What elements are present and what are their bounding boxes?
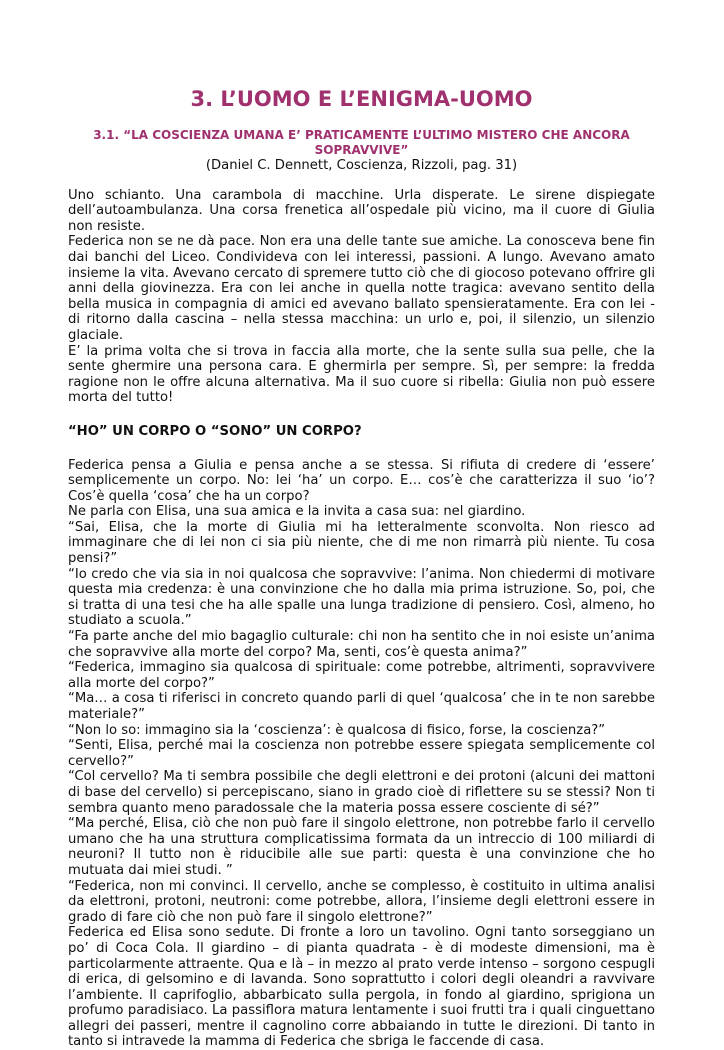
paragraph: Federica ed Elisa sono sedute. Di fronte a loro un tavolino. Ogni tanto sorseggiano un po’ di Coca Cola. Il giardino – di pianta quadrata - è di modeste dimensioni, ma è particolarmente attraente. Qua e là – in mezzo al prato verde intenso – sorgono cespugli di erica, di gelsomino e di lavanda. Sono soprattutto i colori degli oleandri a ravvivare l’ambiente. Il caprifoglio, abbarbicato sulla pergola, in fondo al giardino, sprigiona un profumo paradisiaco. La passiflora matura lentamente i suoi frutti tra i quali cinguettano allegri dei passeri, mentre il cagnolino corre abbaiando in tutte le direzioni. Di tanto in tanto si intravede la mamma di Federica che sbriga le faccende di casa. [68, 925, 655, 1050]
chapter-title: 3. L’UOMO E L’ENIGMA-UOMO [190, 87, 533, 111]
paragraph: Ne parla con Elisa, una sua amica e la invita a casa sua: nel giardino. [68, 504, 526, 520]
paragraph: “Non lo so: immagino sia la ‘coscienza’: è qualcosa di fisico, forse, la coscienza?” [68, 722, 606, 738]
paragraph: “Federica, immagino sia qualcosa di spirituale: come potrebbe, altrimenti, sopravvivere alla morte del corpo?” [68, 660, 655, 691]
section-citation: (Daniel C. Dennett, Coscienza, Rizzoli, pag. 31) [205, 158, 518, 173]
document-page [68, 0, 655, 1050]
paragraph: Federica non se ne dà pace. Non era una delle tante sue amiche. La conosceva bene fin dai banchi del Liceo. Condivideva con lei interessi, passioni. A lungo. Avevano amato insieme la vita. Avevano cercato di spremere tutto ciò che di giocoso potevano offrire gli anni della giovinezza. Era con lei anche in quella notte tragica: avevano sentito della bella musica in compagnia di amici ed avevano ballato spensieratamente. Era con lei - di ritorno dalla cascina – nella stessa macchina: un urlo e, poi, il silenzio, un silenzio glaciale. [68, 234, 655, 343]
section-heading: 3.1. “LA COSCIENZA UMANA E’ PRATICAMENTE L’ULTIMO MISTERO CHE ANCORA SOPRAVVIVE” [93, 128, 630, 157]
paragraph: “Ma perché, Elisa, ciò che non può fare il singolo elettrone, non potrebbe farlo il cervello umano che ha una struttura complicatissima formata da un intreccio di 100 miliardi di neuroni? Il tutto non è riducibile alle sue parti: questa è una convinzione che ho mutuata dai miei studi. ” [68, 816, 655, 878]
subheading: “HO” UN CORPO O “SONO” UN CORPO? [68, 423, 362, 439]
paragraph: “Io credo che via sia in noi qualcosa che sopravvive: l’anima. Non chiedermi di motivare questa mia credenza: è una convinzione che ho dalla mia prima istruzione. So, poi, che si tratta di una tesi che ha alle spalle una lunga tradizione di pensiero. Così, almeno, ho studiato a scuola.” [68, 566, 655, 629]
paragraph: “Fa parte anche del mio bagaglio culturale: chi non ha sentito che in noi esiste un’anima che sopravvive alla morte del corpo? Ma, senti, cos’è questa anima?” [68, 629, 655, 660]
paragraph: “Senti, Elisa, perché mai la coscienza non potrebbe essere spiegata semplicemente col cervello?” [68, 738, 655, 769]
paragraph: “Federica, non mi convinci. Il cervello, anche se complesso, è costituito in ultima analisi da elettroni, protoni, neutroni: come potrebbe, allora, l’insieme degli elettroni essere in grado di fare ciò che non può fare il singolo elettrone?” [68, 878, 655, 925]
paragraph: Uno schianto. Una carambola di macchine. Urla disperate. Le sirene dispiegate dell’autoambulanza. Una corsa frenetica all’ospedale più vicino, ma il cuore di Giulia non resiste. [68, 187, 655, 234]
paragraph: “Ma… a cosa ti riferisci in concreto quando parli di quel ‘qualcosa’ che in te non sarebbe materiale?” [68, 691, 655, 722]
document-body [68, 188, 655, 1050]
paragraph: E’ la prima volta che si trova in faccia alla morte, che la sente sulla sua pelle, che la sente ghermire una persona cara. E ghermirla per sempre. Sì, per sempre: la fredda ragione non le offre alcuna alternativa. Ma il suo cuore si ribella: Giulia non può essere morta del tutto! [68, 343, 655, 406]
paragraph: “Sai, Elisa, che la morte di Giulia mi ha letteralmente sconvolta. Non riesco ad immaginare che di lei non ci sia più niente, che di me non rimarrà più niente. Tu cosa pensi?” [68, 519, 655, 567]
paragraph: “Col cervello? Ma ti sembra possibile che degli elettroni e dei protoni (alcuni dei mattoni di base del cervello) si percepiscano, siano in grado cioè di riflettere su se stessi? Non ti sembra quanto meno paradossale che la materia possa essere cosciente di sé?” [68, 769, 655, 816]
paragraph: Federica pensa a Giulia e pensa anche a se stessa. Si rifiuta di credere di ‘essere’ semplicemente un corpo. No: lei ‘ha’ un corpo. E… cos’è che caratterizza il suo ‘io’? Cos’è quella ‘cosa’ che ha un corpo? [68, 457, 655, 504]
